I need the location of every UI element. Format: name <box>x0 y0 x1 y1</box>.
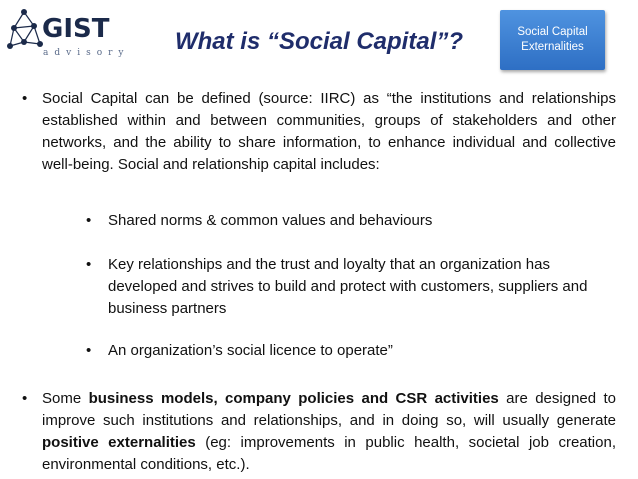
sub-item <box>86 340 608 362</box>
bullet-dot: • <box>22 90 28 107</box>
bullet-definition <box>22 88 616 176</box>
sub-item-text: Shared norms & common values and behaviours <box>108 212 433 229</box>
slide-title: What is “Social Capital”? <box>174 28 464 55</box>
badge-line-2: Externalities <box>521 41 584 53</box>
bullet-dot: • <box>86 256 92 273</box>
bold-business-models: business models, company policies and CSR activities <box>88 390 499 407</box>
bold-positive-externalities: positive externalities <box>42 434 196 451</box>
sub-item <box>86 254 608 320</box>
logo-subtitle: advisory <box>43 48 130 58</box>
bullet-dot: • <box>22 390 28 407</box>
bullet-externalities <box>22 388 616 476</box>
text-part: (eg: improvements in public health, societal job creation, environmental conditions, etc.). <box>42 434 616 473</box>
sub-item <box>86 210 608 232</box>
badge-line-1: Social Capital <box>517 26 588 38</box>
text-part: are designed to improve such institutions and relationships, and in doing so, will usually generate <box>42 390 616 429</box>
bullet-dot: • <box>86 342 92 359</box>
text-part: Some <box>42 390 89 407</box>
topic-badge <box>500 10 605 70</box>
logo-name: GIST <box>42 14 110 44</box>
definition-text: Social Capital can be defined (source: IIRC) as “the institutions and relationships established within and between communities, groups of stakeholders and other networks, and the ability to share information, to enhance individual and collective well-being. Social and relationship capital includes: <box>42 90 616 173</box>
sub-item-text: An organization’s social licence to operate” <box>108 342 393 359</box>
sub-item-text: Key relationships and the trust and loyalty that an organization has developed and strives to build and protect with customers, suppliers and business partners <box>108 256 588 317</box>
bullet-dot: • <box>86 212 92 229</box>
